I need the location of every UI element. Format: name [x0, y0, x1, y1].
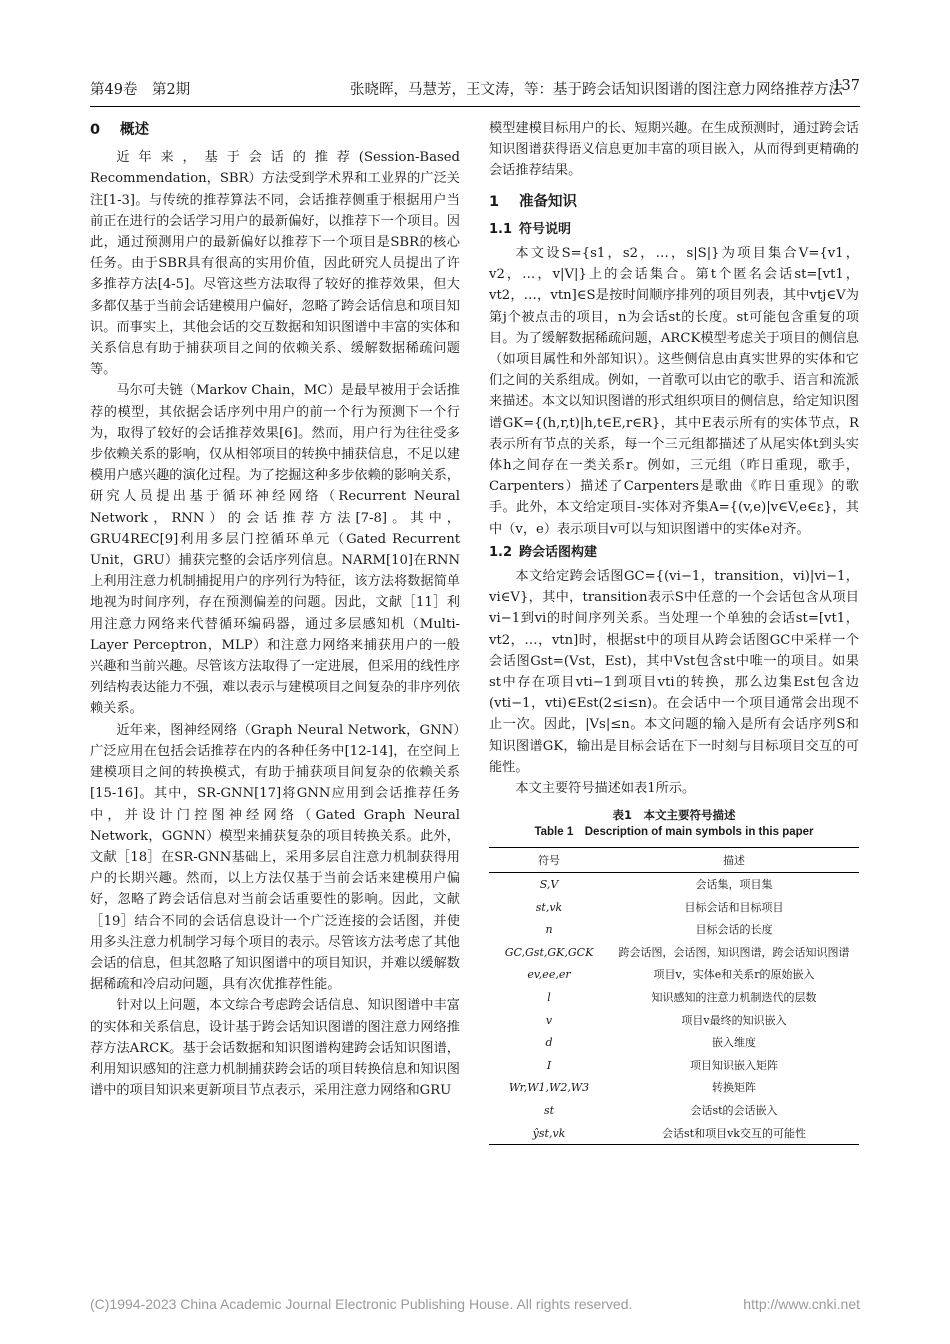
description-cell: 转换矩阵 [712, 1081, 756, 1095]
section-number: 1 [489, 193, 500, 210]
table-row [489, 1054, 859, 1077]
subsection-heading-1-2 [489, 542, 859, 563]
paragraph: 本文主要符号描述如表1所示。 [515, 781, 696, 797]
table-title-cn: 表1 本文主要符号描述 [612, 808, 736, 823]
header-rule [90, 106, 860, 107]
description-cell: 目标会话的长度 [695, 923, 773, 937]
left-column [90, 118, 460, 1101]
subsection-number: 1.1 [489, 221, 513, 237]
running-title: 张晓晖，马慧芳，王文涛，等：基于跨会话知识图谱的图注意力网络推荐方法 [350, 82, 843, 98]
symbol-cell: l [547, 990, 551, 1004]
symbol-cell: ev,ee,er [527, 968, 571, 982]
copyright-notice: (C)1994-2023 China Academic Journal Electronic Publishing House. All rights reserved. [90, 1296, 633, 1312]
table-row [489, 986, 859, 1009]
table-header-row [489, 848, 859, 873]
symbol-cell: st,vk [535, 900, 563, 914]
section-heading-0 [90, 120, 460, 141]
description-cell: 嵌入维度 [712, 1036, 756, 1050]
symbol-cell: n [545, 923, 553, 937]
column-header-symbol: 符号 [489, 848, 609, 873]
description-cell: 跨会话图，会话图，知识图谱，跨会话知识图谱 [618, 945, 850, 959]
paragraph: 本文设S={s1，s2，…，s|S|}为项目集合V={v1，v2，…，v|V|}上的会话集合。第t个匿名会话st=[vt1，vt2，…，vtn]∈S是按时间顺序排列的项目列表，其中vtj∈V为第j个被点击的项目，n为会话st的长度。st可能包含重复的项目。为了缓解数据稀疏问题，ARCK模型考虑关于项目的侧信息（如项目属性和外部知识）。这些侧信息由真实世界的实体和它们之间的关系组成。例如，一首歌可以由它的歌手、语言和流派来描述。本文以知识图谱的形式组织项目的侧信息，给定知识图谱GK={(h,r,t)|h,t∈E,r∈R}，其中E表示所有的实体节点，R表示所有节点的关系，每一个三元组都描述了从尾实体t到头实体h之间存在一类关系r。例如，三元组（昨日重现，歌手，Carpenters）描述了Carpenters是歌曲《昨日重现》的歌手。此外，本文给定项目-实体对齐集A={(v,e)|v∈V,e∈ε}，其中（v，e）表示项目v可以与知识图谱中的实体e对齐。 [489, 246, 859, 537]
paragraph: 模型建模目标用户的长、短期兴趣。在生成预测时，通过跨会话知识图谱获得语义信息更加丰富的项目嵌入，从而得到更精确的会话推荐结果。 [489, 121, 859, 179]
description-cell: 会话集，项目集 [695, 877, 773, 891]
table-row [489, 1031, 859, 1054]
table-row [489, 964, 859, 987]
section-title: 准备知识 [519, 193, 577, 210]
symbol-table [489, 847, 859, 1145]
paragraph: 马尔可夫链（Markov Chain，MC）是最早被用于会话推荐的模型，其依据会话序列中用户的前一个行为预测下一个行为，取得了较好的会话推荐效果[6]。然而，用户行为往往受多步依赖关系的影响，仅从相邻项目的转换中捕获信息，不足以建模用户感兴趣的演化过程。为了挖掘这种多步依赖的影响关系，研究人员提出基于循环神经网络（Recurrent Neural Network，RNN）的会话推荐方法[7-8]。其中，GRU4REC[9]利用多层门控循环单元（Gated Recurrent Unit，GRU）捕获完整的会话序列信息。NARM[10]在RNN上利用注意力机制捕捉用户的序列行为特征，该方法将数据简单地视为时间序列，存在预测偏差的问题。因此，文献［11］利用注意力网络来代替循环编码器，通过多层感知机（Multi-Layer Perceptron，MLP）和注意力网络来捕获用户的一般兴趣和当前兴趣。尽管该方法取得了一定进展，但采用的线性序列结构表达能力不强，难以表示与建模项目之间复杂的非序列依赖关系。 [90, 383, 460, 717]
subsection-title: 符号说明 [519, 221, 572, 237]
description-cell: 项目知识嵌入矩阵 [690, 1058, 778, 1072]
table-row [489, 896, 859, 919]
subsection-heading-1-1 [489, 219, 859, 240]
table-row [489, 918, 859, 941]
description-cell: 会话st的会话嵌入 [690, 1103, 778, 1117]
column-header-description: 描述 [609, 848, 859, 873]
table-row [489, 941, 859, 964]
paragraph: 本文给定跨会话图GC={(vi−1，transition，vi)|vi−1，vi∈V}，其中，transition表示S中任意的一个会话包含从项目vi−1到vi的时间序列关系。当处理一个单独的会话st=[vt1，vt2，…，vtn]时，根据st中的项目从跨会话图GC中采样一个会话图Gst=(Vst，Est)，其中Vst包含st中唯一的项目。如果st中存在项目vti−1到项目vti的转换，那么边集Est包含边(vti−1，vti)∈Est(2≤i≤n)。在会话中一个项目通常会出现不止一次。因此，|Vs|≤n。本文问题的输入是所有会话序列S和知识图谱GK，输出是目标会话在下一时刻与目标项目交互的可能性。 [489, 569, 859, 775]
symbol-cell: Wr,W1,W2,W3 [508, 1081, 590, 1095]
symbol-cell: v [545, 1013, 553, 1027]
section-title: 概述 [120, 122, 149, 138]
description-cell: 项目v，实体e和关系r的原始嵌入 [653, 968, 815, 982]
section-number: 0 [90, 122, 101, 138]
description-cell: 知识感知的注意力机制迭代的层数 [651, 990, 817, 1004]
symbol-cell: ŷst,vk [489, 1122, 609, 1145]
page-footer [90, 1296, 860, 1312]
table-row [489, 873, 859, 896]
table-row [489, 1077, 859, 1100]
symbol-cell: st [543, 1103, 555, 1117]
subsection-title: 跨会话图构建 [519, 544, 598, 560]
running-header [90, 78, 860, 100]
symbol-cell: GC,Gst,GK,GCK [504, 945, 594, 959]
paragraph: 针对以上问题，本文综合考虑跨会话信息、知识图谱中丰富的实体和关系信息，设计基于跨会话知识图谱的图注意力网络推荐方法ARCK。基于会话数据和知识图谱构建跨会话知识图谱，利用知识感知的注意力机制捕获跨会话的项目转换信息和知识图谱中的项目知识来更新项目节点表示，采用注意力网络和GRU [90, 998, 460, 1099]
description-cell: 目标会话和目标项目 [684, 900, 784, 914]
table-row [489, 1099, 859, 1122]
description-cell: 会话st和项目vk交互的可能性 [609, 1122, 859, 1145]
volume-issue: 第49卷 第2期 [90, 82, 191, 98]
right-column [489, 118, 859, 1145]
section-heading-1 [489, 192, 859, 213]
table-row [489, 1009, 859, 1032]
symbol-cell: d [545, 1036, 553, 1050]
description-cell: 项目v最终的知识嵌入 [681, 1013, 787, 1027]
table-title-en: Table 1 Description of main symbols in this paper [534, 826, 814, 839]
page-number: 137 [832, 78, 860, 94]
footer-url: http://www.cnki.net [743, 1296, 860, 1312]
symbol-cell: S,V [539, 877, 559, 891]
symbol-cell: I [546, 1058, 552, 1072]
table-row [489, 1122, 859, 1145]
paragraph: 近年来，图神经网络（Graph Neural Network，GNN）广泛应用在包括会话推荐在内的各种任务中[12-14]，在空间上建模项目之间的转换模式，有助于捕获项目间复杂的依赖关系[15-16]。其中，SR-GNN[17]将GNN应用到会话推荐任务中，并设计门控图神经网络（Gated Graph Neural Network，GGNN）模型来捕获复杂的项目转换关系。此外，文献［18］在SR-GNN基础上，采用多层自注意力机制获得用户的长期兴趣。然而，以上方法仅基于当前会话来建模用户偏好，忽略了跨会话信息对当前会话重要性的影响。因此，文献［19］结合不同的会话信息设计一个广泛连接的会话图，并使用多头注意力机制学习每个项目的表示。尽管该方法考虑了其他会话的信息，但其忽略了知识图谱中的项目知识，并难以缓解数据稀疏和冷启动问题，具有次优推荐性能。 [90, 722, 460, 993]
subsection-number: 1.2 [489, 544, 513, 560]
paragraph: 近年来，基于会话的推荐(Session-Based Recommendation，SBR）方法受到学术界和工业界的广泛关注[1-3]。与传统的推荐算法不同，会话推荐侧重于根据用户当前正在进行的会话学习用户的最新偏好，以推荐下一个项目。因此，通过预测用户的最新偏好以推荐下一个项目是SBR的核心任务。由于SBR具有很高的实用价值，因此研究人员提出了许多推荐方法[4-5]。尽管这些方法取得了较好的推荐效果，但大多都仅基于当前会话建模用户偏好，忽略了跨会话信息和项目知识。而事实上，其他会话的交互数据和知识图谱中丰富的实体和关系信息有助于捕获项目之间的依赖关系、缓解数据稀疏问题等。 [90, 150, 460, 378]
